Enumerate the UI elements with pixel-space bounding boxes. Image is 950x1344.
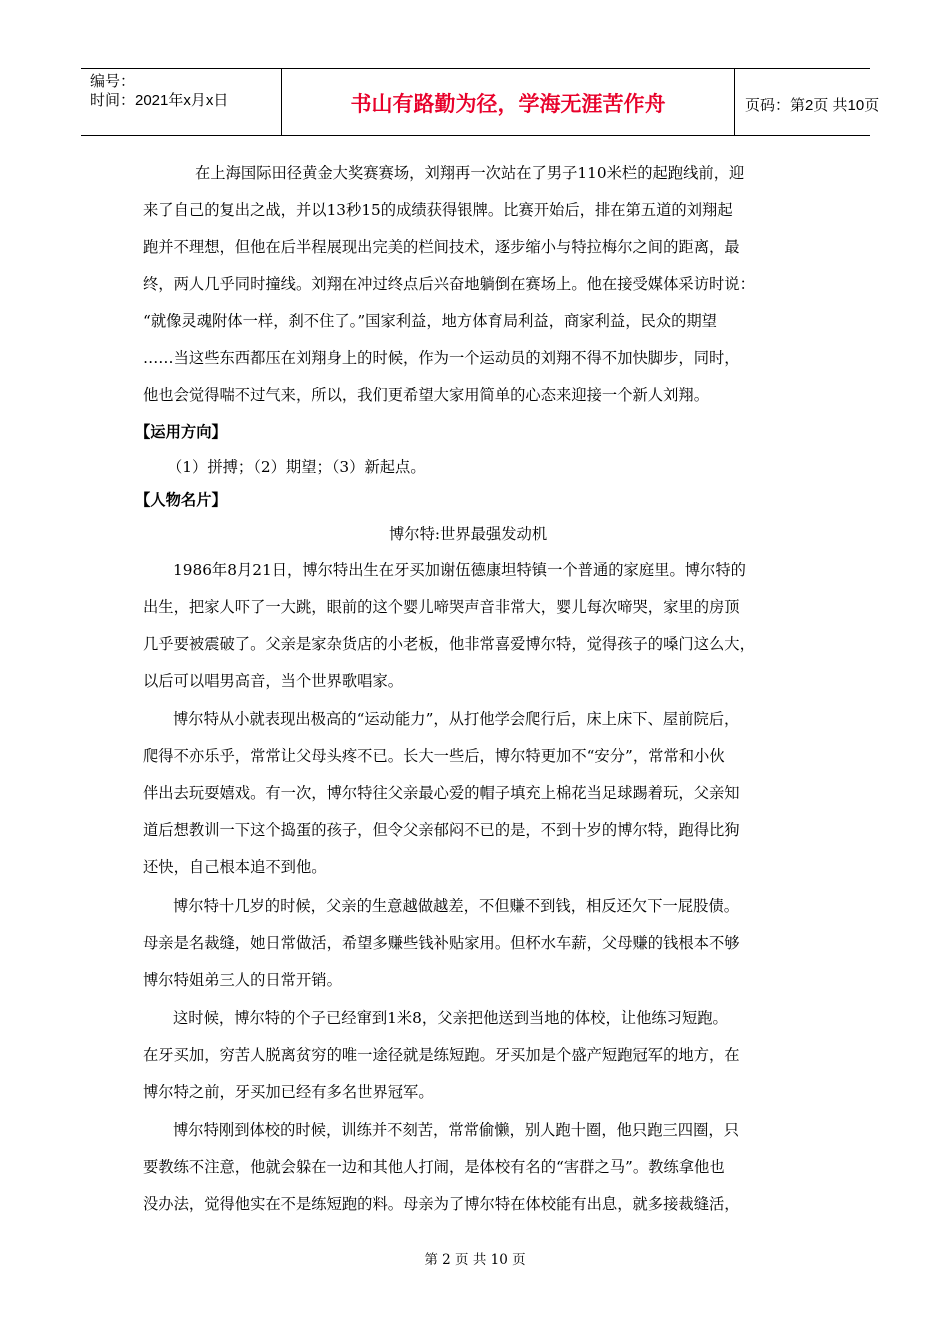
section-heading-profile: 【人物名片】	[135, 491, 227, 509]
section-heading-usage: 【运用方向】	[135, 423, 227, 441]
page-footer: 第 2 页 共 10 页	[424, 1252, 526, 1268]
paragraph-line: 在上海国际田径黄金大奖赛赛场，刘翔再一次站在了男子110米栏的起跑线前，迎	[195, 164, 745, 182]
paragraph-line: 博尔特姐弟三人的日常开销。	[143, 971, 342, 989]
paragraph-line: 这时候，博尔特的个子已经窜到1米8，父亲把他送到当地的体校，让他练习短跑。	[173, 1009, 728, 1027]
paragraph-line: “就像灵魂附体一样，刹不住了。”国家利益，地方体育局利益，商家利益，民众的期望	[143, 312, 717, 330]
paragraph-line: 博尔特刚到体校的时候，训练并不刻苦，常常偷懒，别人跑十圈，他只跑三四圈，只	[173, 1121, 739, 1139]
paragraph-line: 在牙买加，穷苦人脱离贫穷的唯一途径就是练短跑。牙买加是个盛产短跑冠军的地方，在	[143, 1046, 740, 1064]
paragraph-line: 他也会觉得喘不过气来，所以，我们更希望大家用简单的心态来迎接一个新人刘翔。	[143, 386, 709, 404]
paragraph-line: 母亲是名裁缝，她日常做活，希望多赚些钱补贴家用。但杯水车薪，父母赚的钱根本不够	[143, 934, 740, 952]
page-header	[81, 68, 880, 136]
paragraph-line: ……当这些东西都压在刘翔身上的时候，作为一个运动员的刘翔不得不加快脚步，同时，	[143, 349, 740, 367]
paragraph-line: 以后可以唱男高音，当个世界歌唱家。	[143, 672, 404, 690]
paragraph-line: 爬得不亦乐乎，常常让父母头疼不已。长大一些后，博尔特更加不“安分”，常常和小伙	[143, 747, 725, 765]
doc-number-label: 编号：	[90, 73, 136, 90]
usage-list: （1）拼搏；（2）期望；（3）新起点。	[167, 458, 426, 476]
paragraph-line: 博尔特从小就表现出极高的“运动能力”，从打他学会爬行后，床上床下、屋前院后，	[173, 710, 740, 728]
header-motto: 书山有路勤为径，学海无涯苦作舟	[350, 92, 666, 116]
header-page-label: 页码：第2页 共10页	[745, 97, 880, 114]
paragraph-line: 几乎要被震破了。父亲是家杂货店的小老板，他非常喜爱博尔特，觉得孩子的嗓门这么大，	[143, 635, 755, 653]
profile-subtitle: 博尔特:世界最强发动机	[389, 525, 548, 543]
paragraph-line: 没办法，觉得他实在不是练短跑的料。母亲为了博尔特在体校能有出息，就多接裁缝活，	[143, 1195, 740, 1213]
paragraph-line: 出生，把家人吓了一大跳，眼前的这个婴儿啼哭声音非常大，婴儿每次啼哭，家里的房顶	[143, 598, 740, 616]
doc-date-label: 时间：2021年x月x日	[90, 92, 229, 109]
paragraph-line: 还快，自己根本追不到他。	[143, 858, 327, 876]
header-page-cell	[735, 69, 880, 135]
paragraph-line: 1986年8月21日，博尔特出生在牙买加谢伍德康坦特镇一个普通的家庭里。博尔特的	[173, 561, 746, 579]
header-meta-cell	[81, 69, 282, 135]
paragraph-line: 来了自己的复出之战，并以13秒15的成绩获得银牌。比赛开始后，排在第五道的刘翔起	[143, 201, 733, 219]
paragraph-line: 伴出去玩耍嬉戏。有一次，博尔特往父亲最心爱的帽子填充上棉花当足球踢着玩，父亲知	[143, 784, 740, 802]
paragraph-line: 终，两人几乎同时撞线。刘翔在冲过终点后兴奋地躺倒在赛场上。他在接受媒体采访时说：	[143, 275, 755, 293]
paragraph-line: 跑并不理想，但他在后半程展现出完美的栏间技术，逐步缩小与特拉梅尔之间的距离，最	[143, 238, 740, 256]
paragraph-line: 博尔特之前，牙买加已经有多名世界冠军。	[143, 1083, 434, 1101]
paragraph-line: 博尔特十几岁的时候，父亲的生意越做越差，不但赚不到钱，相反还欠下一屁股债。	[173, 897, 739, 915]
header-motto-cell	[282, 69, 735, 135]
paragraph-line: 道后想教训一下这个捣蛋的孩子，但令父亲郁闷不已的是，不到十岁的博尔特，跑得比狗	[143, 821, 740, 839]
paragraph-line: 要教练不注意，他就会躲在一边和其他人打闹，是体校有名的“害群之马”。教练拿他也	[143, 1158, 725, 1176]
